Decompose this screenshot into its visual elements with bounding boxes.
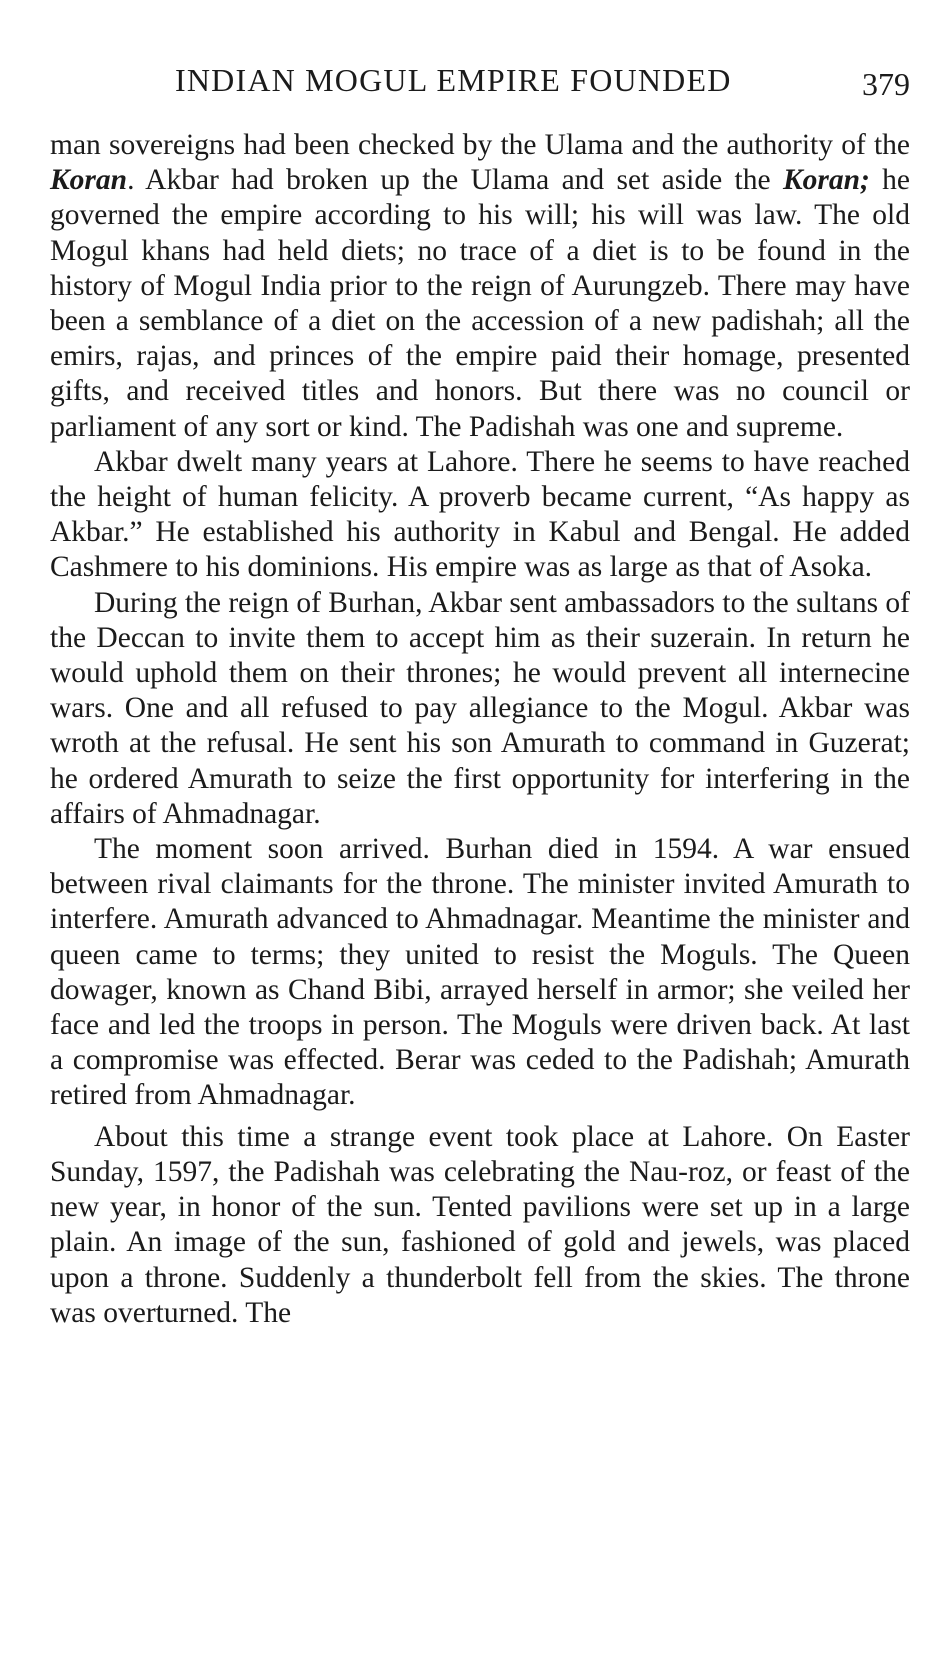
page-number: 379 xyxy=(862,66,910,102)
paragraph-3: During the reign of Burhan, Akbar sent ambassadors to the sultans of the Deccan to invite them to accept him as their suzerain. In return he would uphold them on their thrones; he would prevent all internecine wars. One and all refused to pay allegiance to the Mogul. Akbar was wroth at the refusal. He sent his son Amurath to command in Guzerat; he ordered Amurath to seize the first opportunity for interfering in the affairs of Ahmadnagar. xyxy=(50,586,911,830)
body-text xyxy=(50,128,910,1331)
paragraph-1-text-c: he governed the empire according to his will; his will was law. The old Mogul khans had held diets; no trace of a diet is to be found in the history of Mogul India prior to the reign of Aurungzeb. There may have been a semblance of a diet on the accession of a new padishah; all the emirs, rajas, and princes of the empire paid their homage, presented gifts, and received titles and honors. But there was no council or parliament of any sort or kind. The Padishah was one and supreme. xyxy=(50,164,911,443)
book-page xyxy=(50,62,910,1331)
paragraph-1 xyxy=(50,128,910,445)
paragraph-4: The moment soon arrived. Burhan died in 1594. A war ensued between rival claimants for the throne. The minister invited Amurath to interfere. Amurath advanced to Ahmadnagar. Meantime the minister and queen came to terms; they united to resist the Moguls. The Queen dowager, known as Chand Bibi, arrayed herself in armor; she veiled her face and led the troops in person. The Moguls were driven back. At last a compromise was effected. Berar was ceded to the Padishah; Amurath retired from Ahmadnagar. xyxy=(50,833,910,1112)
paragraph-5: About this time a strange event took place at Lahore. On Easter Sunday, 1597, the Padishah was celebrating the Nau-roz, or feast of the new year, in honor of the sun. Tented pavilions were set up in a large plain. An image of the sun, fashioned of gold and jewels, was placed upon a throne. Suddenly a thunderbolt fell from the skies. The throne was overturned. The xyxy=(50,1120,910,1329)
koran-italic-2: Koran; xyxy=(782,164,870,197)
running-title: INDIAN MOGUL EMPIRE FOUNDED xyxy=(175,62,732,98)
paragraph-1-text-a: man sovereigns had been checked by the Ulama and the authority of the xyxy=(50,129,910,161)
running-header xyxy=(50,62,910,112)
koran-italic-1: Koran xyxy=(50,164,128,197)
paragraph-2: Akbar dwelt many years at Lahore. There he seems to have reached the height of human felicity. A proverb became current, “As happy as Akbar.” He established his authority in Kabul and Bengal. He added Cashmere to his dominions. His empire was as large as that of Asoka. xyxy=(50,445,910,584)
paragraph-1-text-b: . Akbar had broken up the Ulama and set aside the xyxy=(127,164,783,197)
